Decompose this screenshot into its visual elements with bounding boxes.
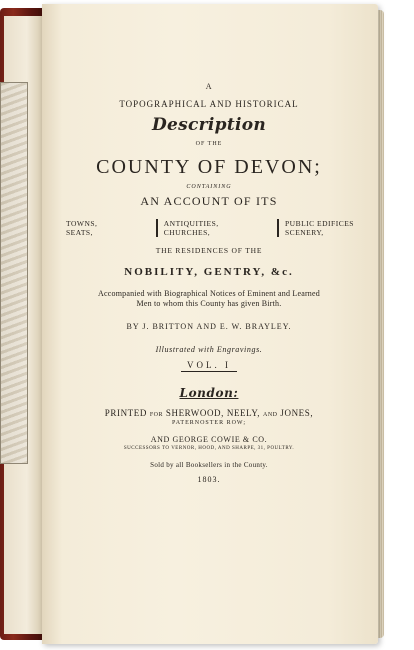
title-county: COUNTY OF DEVON; [96, 155, 322, 178]
column-left [64, 219, 97, 238]
paternoster-row: PATERNOSTER ROW; [171, 420, 247, 427]
column-middle-item: CHURCHES, [163, 228, 211, 238]
successors-line: SUCCESSORS TO VERNOR, HOOD, AND SHARPE, 31, POULTRY. [123, 446, 295, 452]
column-right-item: PUBLIC EDIFICES [285, 218, 354, 228]
title-page-text [64, 78, 354, 484]
of-the: OF THE [195, 141, 223, 148]
imprint-london: London: [179, 385, 239, 400]
printed-for-line [64, 408, 354, 419]
publisher-jones: JONES, [280, 408, 314, 419]
containing: CONTAINING [186, 183, 232, 190]
column-left-item: TOWNS, [66, 218, 98, 228]
residences-line: THE RESIDENCES OF THE [155, 246, 263, 256]
authors-line: BY J. BRITTON AND E. W. BRAYLEY. [126, 322, 292, 332]
sold-by-line: Sold by all Booksellers in the County. [150, 461, 268, 470]
accompanied-line-2: Men to whom this County has given Birth. [136, 299, 282, 309]
illustrated-line: Illustrated with Engravings. [155, 345, 263, 355]
column-right-item: SCENERY, [285, 228, 324, 238]
accompanied-line-1: Accompanied with Biographical Notices of Eminent and Learned [98, 288, 320, 298]
column-middle-item: ANTIQUITIES, [163, 218, 219, 228]
account-of-its: AN ACCOUNT OF ITS [140, 193, 278, 208]
printed-word: PRINTED [104, 408, 147, 419]
publisher-sherwood-neely: SHERWOOD, NEELY, [165, 408, 261, 419]
column-right [277, 219, 354, 238]
publication-year: 1803. [197, 475, 221, 485]
subtitle-topographical: TOPOGRAPHICAL AND HISTORICAL [119, 99, 299, 110]
contents-columns [64, 219, 354, 238]
title-description: Description [151, 114, 267, 135]
for-word: FOR [149, 412, 163, 419]
nobility-line: NOBILITY, GENTRY, &c. [124, 266, 294, 279]
and-word: AND [263, 412, 278, 419]
volume-label: VOL. I [181, 360, 237, 372]
marbled-endpaper [0, 82, 28, 464]
article-a: A [205, 82, 213, 91]
george-cowie-line: AND GEORGE COWIE & CO. [150, 435, 268, 445]
column-left-item: SEATS, [66, 228, 93, 238]
column-middle [156, 219, 219, 238]
